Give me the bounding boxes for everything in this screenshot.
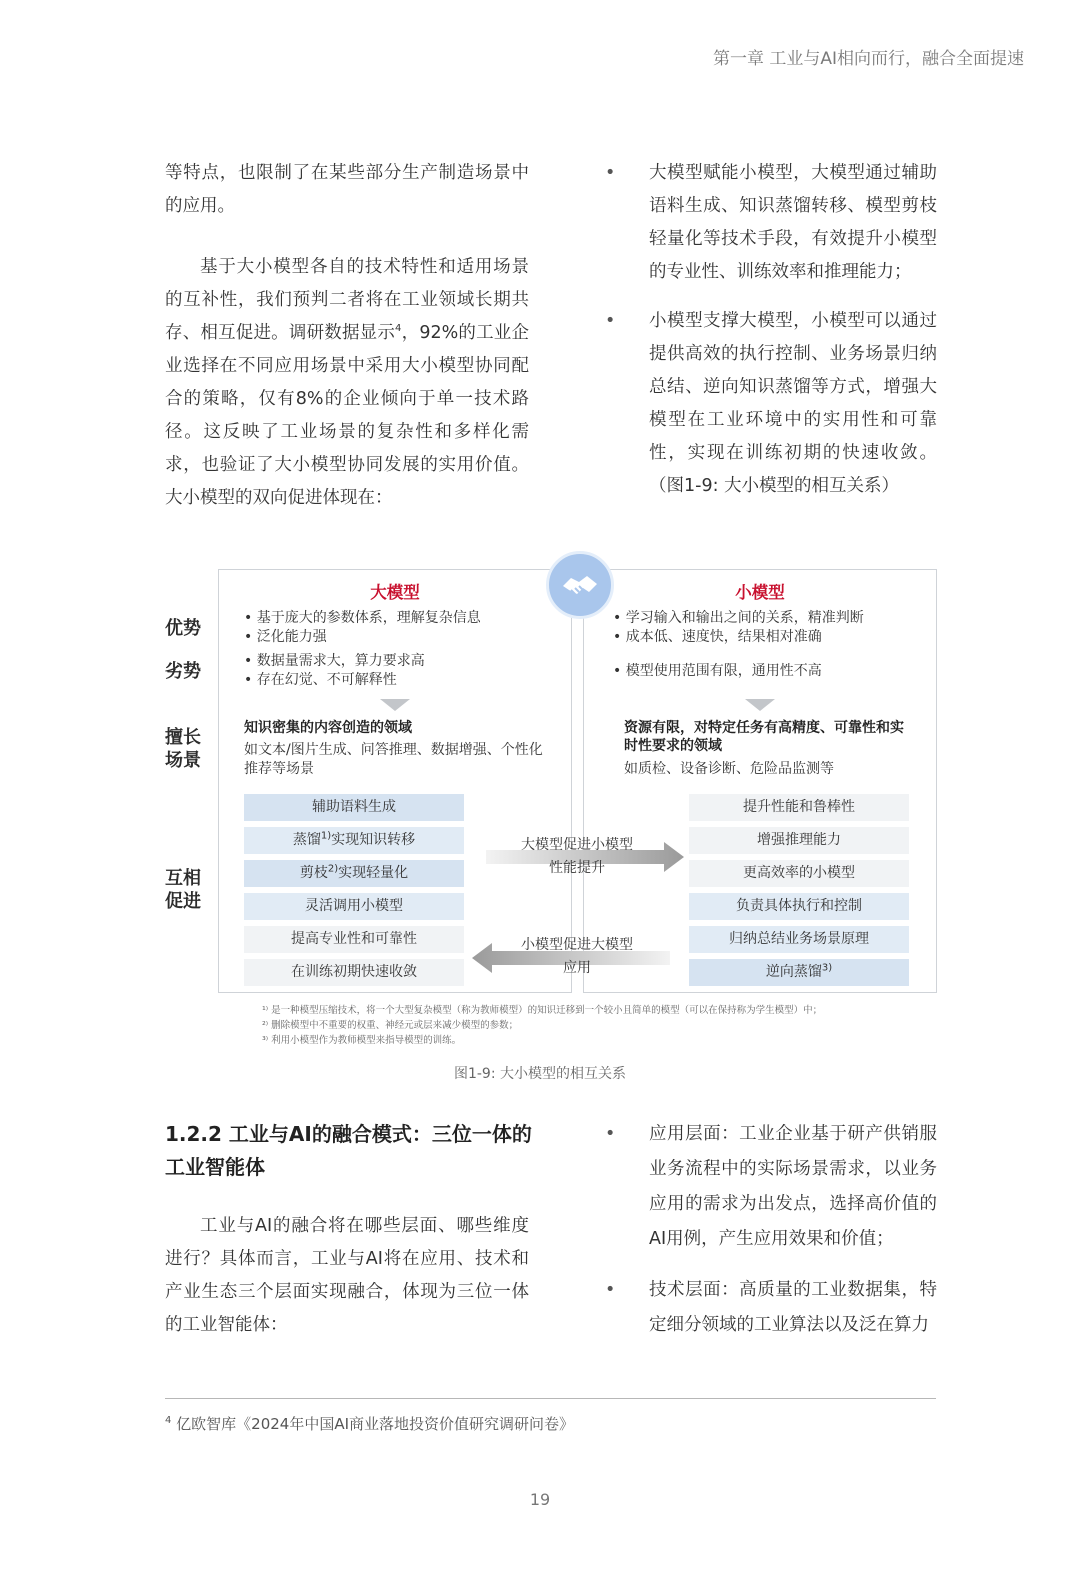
row-label-scene-line2: 场景 xyxy=(165,750,201,771)
handshake-icon xyxy=(546,551,614,619)
arrow-left-label xyxy=(492,934,662,980)
para2-text-b: ，92%的工业企业选择在不同应用场景中采用大小模型协同配合的策略，仅有8%的企业倾向于单一技术路径。这反映了工业场景的复杂性和多样化需求，也验证了大小模型协同发展的实用价值。大小模型的双向促进体现在： xyxy=(165,323,529,508)
large-scene-desc: 如文本/图片生成、问答推理、数据增强、个性化推荐等场景 xyxy=(244,742,543,777)
row-label-disadvantage: 劣势 xyxy=(165,661,201,682)
chevron-down-icon xyxy=(380,699,410,711)
bullet-application-layer: • 应用层面：工业企业基于研产供销服业务流程中的实际场景需求，以业务应用的需求为出发点，选择高价值的AI用例，产生应用效果和价值； xyxy=(627,1117,937,1257)
small-disadvantage-item: • 模型使用范围有限，通用性不高 xyxy=(613,662,822,681)
page-number: 19 xyxy=(529,1490,551,1509)
box-text: 实现轻量化 xyxy=(338,865,409,881)
row-label-promote xyxy=(165,867,201,913)
bullet-technology-layer: • 技术层面：高质量的工业数据集，特定细分领域的工业算法以及泛在算力 xyxy=(627,1273,937,1343)
footnote-text: 亿欧智库《2024年中国AI商业落地投资价值研究调研问卷》 xyxy=(176,1415,575,1433)
box-sup: 3) xyxy=(821,962,833,974)
row-label-promote-line1: 互相 xyxy=(165,868,201,889)
small-scene-title: 资源有限，对特定任务有高精度、可靠性和实时性要求的领域 xyxy=(624,720,904,754)
arrow-left-line1: 小模型促进大模型 xyxy=(521,937,633,953)
row-label-advantage: 优势 xyxy=(165,618,201,639)
large-advantage-item: • 泛化能力强 xyxy=(244,628,481,647)
box-text: 蒸馏 xyxy=(292,832,321,848)
row-label-scene xyxy=(165,726,201,772)
row-label-promote-line2: 促进 xyxy=(165,891,201,912)
small-scene-desc: 如质检、设备诊断、危险品监测等 xyxy=(624,761,834,777)
box-text: 逆向蒸馏 xyxy=(765,964,822,980)
footnote-number: 4 xyxy=(165,1415,172,1426)
figure-footnote-3: ³⁾ 利用小模型作为教师模型来指导模型的训练。 xyxy=(262,1035,462,1046)
large-box-distill xyxy=(244,827,464,854)
chapter-header: 第一章 工业与AI相向而行，融合全面提速 xyxy=(712,49,1024,69)
section-paragraph: 工业与AI的融合将在哪些层面、哪些维度进行？具体而言，工业与AI将在应用、技术和产业生态三个层面实现融合，体现为三位一体的工业智能体： xyxy=(165,1216,529,1335)
page-footnote xyxy=(165,1413,574,1434)
chevron-down-icon xyxy=(745,699,775,711)
large-box-prune xyxy=(244,860,464,887)
footnote-divider xyxy=(165,1398,936,1399)
large-box-corpus: 辅助语料生成 xyxy=(244,794,464,821)
right-top-column xyxy=(605,157,937,519)
large-model-title: 大模型 xyxy=(370,583,420,602)
figure-caption: 图1-9: 大小模型的相互关系 xyxy=(453,1066,627,1082)
small-advantage-item: • 学习输入和输出之间的关系，精准判断 xyxy=(613,609,864,628)
small-advantages xyxy=(613,609,864,647)
small-box-efficient: 更高效率的小模型 xyxy=(689,860,909,887)
left-bottom-column xyxy=(165,1210,529,1342)
bullet-small-supports-large: • 小模型支撑大模型，小模型可以通过提供高效的执行控制、业务场景归纳总结、逆向知识蒸馏等方式，增强大模型在工业环境中的实用性和可靠性，实现在训练初期的快速收敛。（图1-9: 大小模型的相互关系） xyxy=(627,305,937,503)
bullet-large-empowers-small: • 大模型赋能小模型，大模型通过辅助语料生成、知识蒸馏转移、模型剪枝轻量化等技术手段，有效提升小模型的专业性、训练效率和推理能力； xyxy=(627,157,937,289)
small-box-execute: 负责具体执行和控制 xyxy=(689,893,909,920)
small-disadvantages xyxy=(613,662,822,681)
box-sup: 1) xyxy=(320,830,332,842)
large-disadvantage-item: • 数据量需求大，算力要求高 xyxy=(244,652,425,671)
box-sup: 2) xyxy=(327,863,339,875)
arrow-right-line1: 大模型促进小模型 xyxy=(521,837,633,853)
section-heading: 1.2.2 工业与AI的融合模式：三位一体的工业智能体 xyxy=(165,1122,532,1179)
paragraph-continuation: 等特点，也限制了在某些部分生产制造场景中的应用。 xyxy=(165,163,529,216)
arrow-left-line2: 应用 xyxy=(563,960,591,976)
small-box-robust: 提升性能和鲁棒性 xyxy=(689,794,909,821)
row-label-scene-line1: 擅长 xyxy=(165,727,201,748)
large-advantage-item: • 基于庞大的参数体系，理解复杂信息 xyxy=(244,609,481,628)
large-box-invoke: 灵活调用小模型 xyxy=(244,893,464,920)
footnote-ref: 4 xyxy=(395,323,402,335)
left-top-column xyxy=(165,157,529,515)
small-advantage-item: • 成本低、速度快，结果相对准确 xyxy=(613,628,864,647)
right-bottom-column xyxy=(605,1117,937,1359)
small-model-title: 小模型 xyxy=(735,583,785,602)
large-disadvantage-item: • 存在幻觉、不可解释性 xyxy=(244,671,425,690)
small-box-reverse-distill xyxy=(689,959,909,986)
small-box-reasoning: 增强推理能力 xyxy=(689,827,909,854)
arrow-right-line2: 性能提升 xyxy=(549,860,605,876)
large-advantages xyxy=(244,609,481,647)
box-text: 实现知识转移 xyxy=(331,832,416,848)
large-box-reliability: 提高专业性和可靠性 xyxy=(244,926,464,953)
paragraph-complementarity xyxy=(165,251,529,515)
box-text: 剪枝 xyxy=(299,865,328,881)
arrow-right-label xyxy=(492,834,662,880)
large-scene-title: 知识密集的内容创造的领域 xyxy=(244,720,412,736)
figure-footnote-1: ¹⁾ 是一种模型压缩技术，将一个大型复杂模型（称为教师模型）的知识迁移到一个较小且简单的模型（可以在保持称为学生模型）中； xyxy=(262,1005,823,1016)
small-box-summarize: 归纳总结业务场景原理 xyxy=(689,926,909,953)
large-disadvantages xyxy=(244,652,425,690)
figure-footnote-2: ²⁾ 删除模型中不重要的权重、神经元或层来减少模型的参数； xyxy=(262,1020,519,1031)
para2-text-a: 基于大小模型各自的技术特性和适用场景的互补性，我们预判二者将在工业领域长期共存、相互促进。调研数据显示 xyxy=(165,257,529,343)
large-box-converge: 在训练初期快速收敛 xyxy=(244,959,464,986)
